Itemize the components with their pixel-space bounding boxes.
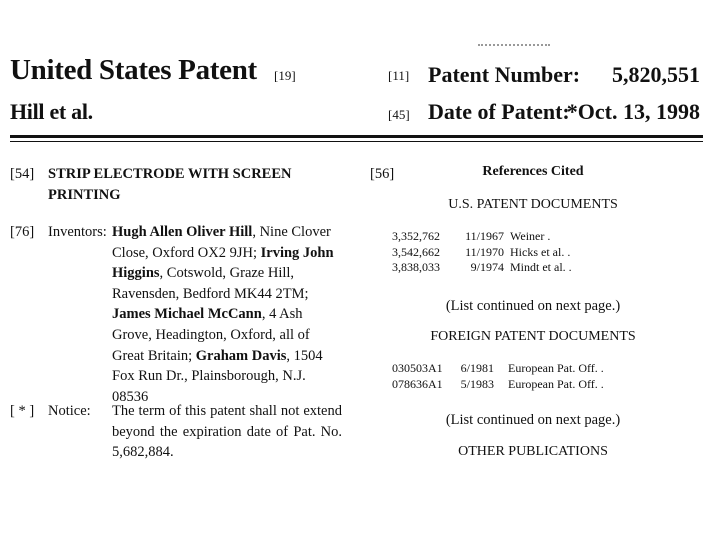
title-code: [19] [274, 68, 296, 83]
table-row [392, 260, 572, 276]
ref-date: 5/1983 [460, 376, 494, 391]
ref-date: 11/1967 [465, 229, 504, 244]
ref-date: 6/1981 [460, 361, 494, 376]
patent-title: United States Patent [10, 54, 257, 86]
ref-name: Weiner . [510, 229, 551, 244]
date-code: [45] [388, 107, 410, 122]
header-rule-thick [10, 135, 703, 138]
ref-date: 11/1970 [465, 244, 504, 259]
invention-title-line1: STRIP ELECTRODE WITH SCREEN [48, 166, 292, 182]
header-rule-thin [10, 141, 703, 142]
ref-number: 3,352,762 [392, 229, 440, 244]
invention-title [48, 164, 291, 205]
inventor-name: Hugh Allen Oliver Hill [112, 224, 253, 240]
inventor-name: Graham Davis [195, 347, 287, 364]
notice-text: The term of this patent shall not extend beyond the expiration date of Pat. No. 5,682,884. [112, 403, 342, 461]
ref-number: 078636A1 [392, 376, 443, 391]
inventor-address: , Nine Clover Close, Oxford OX2 9JH; [112, 224, 331, 261]
scan-mark [478, 44, 550, 48]
notice-label: Notice: [48, 403, 91, 419]
ref-date: 9/1974 [470, 260, 504, 275]
us-continued: (List continued on next page.) [445, 298, 621, 314]
foreign-docs-table [392, 361, 604, 392]
inventor-address: , 1504 Fox Run Dr., Plainsborough, N.J. 08536 [112, 347, 323, 405]
foreign-heading: FOREIGN PATENT DOCUMENTS [430, 329, 636, 344]
ref-name: Mindt et al. . [510, 260, 572, 275]
date-value: *Oct. 13, 1998 [566, 99, 700, 124]
us-docs-table [392, 229, 572, 276]
patent-number-value: 5,820,551 [612, 62, 700, 87]
refs-code: [56] [370, 166, 395, 182]
patent-number-code: [11] [388, 68, 410, 83]
title-section-code: [54] [10, 166, 35, 182]
inventor-name: Irving John Higgins [112, 244, 334, 282]
ref-name: European Pat. Off. . [508, 361, 604, 376]
ref-name: Hicks et al. . [510, 244, 571, 259]
inventors-code: [76] [10, 224, 35, 240]
invention-title-line2: PRINTING [48, 186, 121, 203]
table-row [392, 377, 604, 393]
inventors-label: Inventors: [48, 224, 107, 240]
table-row [392, 245, 572, 261]
inventor-address: , 4 Ash Grove, Headington, Oxford, all of Great Britain; [112, 306, 310, 364]
patent-number-label: Patent Number: [428, 62, 581, 87]
inventor-short: Hill et al. [10, 99, 93, 124]
table-row [392, 361, 604, 377]
foreign-continued: (List continued on next page.) [445, 412, 621, 428]
inventor-address: , Cotswold, Graze Hill, Ravensden, Bedford MK44 2TM; [112, 265, 309, 302]
ref-number: 3,542,662 [392, 244, 440, 259]
ref-number: 030503A1 [392, 361, 443, 376]
inventor-name: James Michael McCann [112, 306, 262, 323]
other-heading: OTHER PUBLICATIONS [458, 444, 608, 459]
table-row [392, 229, 572, 245]
ref-name: European Pat. Off. . [508, 376, 604, 391]
inventors-list [112, 222, 344, 407]
us-heading: U.S. PATENT DOCUMENTS [448, 197, 618, 212]
notice-code: [ * ] [10, 403, 35, 419]
date-label: Date of Patent: [428, 99, 570, 124]
refs-title: References Cited [482, 164, 584, 179]
ref-number: 3,838,033 [392, 260, 440, 275]
